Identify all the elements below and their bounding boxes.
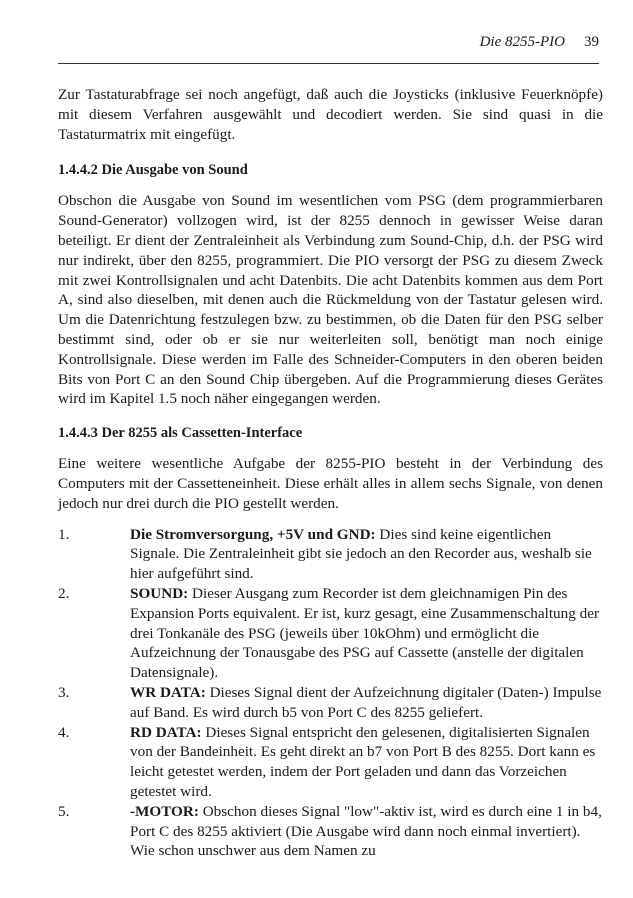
- list-item-body: [130, 584, 603, 683]
- list-item-number: 4.: [58, 723, 70, 741]
- list-item-text: Dieses Signal entspricht den gelesenen, digitalisierten Signalen von der Bandeinheit. Es geht direkt an b7 von Port B des 8255. Dort kann es leicht getestet werden, indem der Port geladen und dann das Vorzeichen getestet wird.: [130, 723, 596, 800]
- signal-list: [58, 525, 603, 862]
- section-cassette-paragraph: Eine weitere wesentliche Aufgabe der 8255-PIO besteht in der Verbindung des Computers mit der Cassetteneinheit. Diese erhält alles in allem sechs Signale, von denen jedoch nur drei durch die PIO gestellt werden.: [58, 455, 603, 512]
- intro-paragraph: Zur Tastaturabfrage sei noch angefügt, daß auch die Joysticks (inklusive Feuerknöpfe) mit diesem Verfahren ausgewählt und decodiert werden. Sie sind quasi in die Tastaturmatrix mit eingefügt.: [58, 86, 603, 143]
- list-item-text: Dies sind keine eigentlichen Signale. Die Zentraleinheit gibt sie jedoch an den Recorder aus, weshalb sie hier aufgeführt sind.: [130, 525, 592, 583]
- list-item-body: [130, 723, 603, 802]
- list-item-number: 1.: [58, 525, 70, 543]
- list-item-term: RD DATA:: [130, 723, 202, 741]
- running-header: [58, 34, 599, 54]
- list-item: [58, 723, 603, 802]
- list-item-text: Dieses Signal dient der Aufzeichnung digitaler (Daten-) Impulse auf Band. Es wird durch b5 von Port C des 8255 geliefert.: [130, 683, 602, 721]
- list-item-term: Die Stromversorgung, +5V und GND:: [130, 525, 376, 543]
- list-item-term: SOUND:: [130, 584, 189, 602]
- list-item: [58, 802, 603, 861]
- section-sound-paragraph: Obschon die Ausgabe von Sound im wesentlichen vom PSG (dem programmierbaren Sound-Generator) vollzogen wird, ist der 8255 dennoch in gewisser Weise daran beteiligt. Er dient der Zentraleinheit als Verbindung zum Sound-Chip, d.h. der PSG wird nur indirekt, über den 8255, programmiert. Die PIO versorgt der PSG zu diesem Zweck mit zwei Kontrollsignalen und acht Datenbits. Die acht Datenbits kommen aus dem Port A, sind also dieselben, mit denen auch die Rückmeldung von der Tastatur gelesen wird. Um die Datenrichtung festzulegen bzw. zu bestimmen, ob die Daten für den PSG selber bestimmt sind, oder ob er sie nur weiterleiten soll, benötigt man noch einige Kontrollsignale. Diese werden im Falle des Schneider-Computers in den oberen beiden Bits von Port C an den Sound Chip übergeben. Auf die Programmierung dieses Gerätes wird im Kapitel 1.5 noch näher eingegangen werden.: [58, 192, 603, 408]
- list-item-term: -MOTOR:: [130, 802, 199, 820]
- list-item-body: [130, 525, 603, 584]
- list-item-text: Dieser Ausgang zum Recorder ist dem gleichnamigen Pin des Expansion Ports equivalent. Er ist, kurz gesagt, eine Zusammenschaltung der drei Tonkanäle des PSG (jeweils über 10kOhm) und ermöglicht die Aufzeichnung der Tonausgabe des PSG auf Cassette (anstelle der digitalen Datensignale).: [130, 584, 600, 682]
- list-item: [58, 683, 603, 723]
- running-title: Die 8255-PIO: [479, 34, 565, 50]
- list-item-number: 3.: [58, 683, 70, 701]
- page-content: [58, 85, 603, 861]
- list-item: [58, 584, 603, 683]
- list-item: [58, 525, 603, 584]
- list-item-number: 2.: [58, 584, 70, 602]
- list-item-body: [130, 802, 603, 861]
- list-item-term: WR DATA:: [130, 683, 206, 701]
- header-divider: [58, 63, 599, 64]
- list-item-number: 5.: [58, 802, 70, 820]
- list-item-text: Obschon dieses Signal "low"-aktiv ist, wird es durch eine 1 in b4, Port C des 8255 aktiviert (Die Ausgabe wird dann noch einmal invertiert). Wie schon unschwer aus dem Namen zu: [130, 802, 602, 860]
- page-number: 39: [584, 34, 599, 50]
- list-item-body: [130, 683, 603, 723]
- section-heading-sound: 1.4.4.2 Die Ausgabe von Sound: [58, 162, 248, 179]
- section-heading-cassette: 1.4.4.3 Der 8255 als Cassetten-Interface: [58, 425, 303, 442]
